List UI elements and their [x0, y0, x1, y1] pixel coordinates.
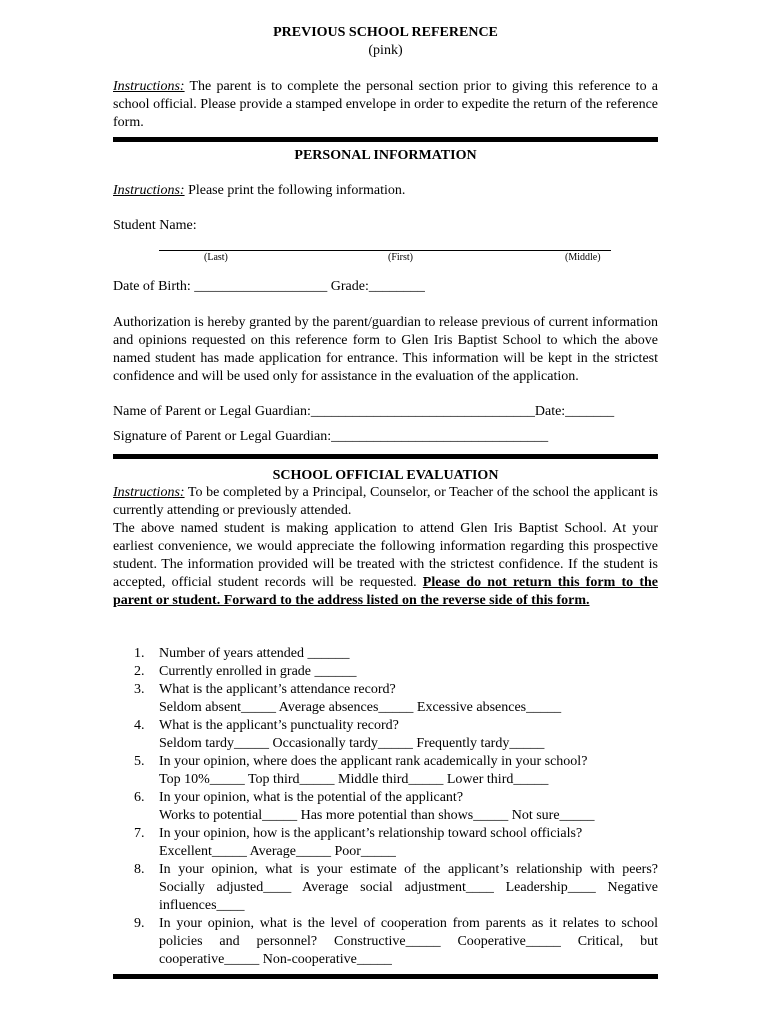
section-divider — [113, 137, 658, 142]
student-name-field[interactable] — [159, 250, 611, 251]
dob-grade-line[interactable]: Date of Birth: ___________________ Grade:________ — [113, 279, 425, 294]
personal-instructions-label: Instructions: — [113, 183, 185, 198]
question-number: 7. — [134, 826, 145, 841]
question-text: In your opinion, how is the applicant’s relationship toward school officials? — [159, 826, 583, 841]
personal-instructions — [113, 182, 658, 200]
question-options[interactable]: Excellent_____ Average_____ Poor_____ — [159, 844, 396, 859]
question-text: What is the applicant’s punctuality record? — [159, 718, 399, 733]
personal-instructions-text: Please print the following information. — [184, 183, 406, 198]
question-options[interactable]: Seldom absent_____ Average absences_____ Excessive absences_____ — [159, 700, 562, 715]
official-instructions — [113, 484, 658, 520]
question-item[interactable] — [113, 789, 658, 825]
question-text: Number of years attended ______ — [159, 646, 350, 661]
last-name-caption: (Last) — [204, 252, 228, 263]
official-body-text: The above named student is making application to attend Glen Iris Baptist School. At your earliest convenience, we would appreciate the following information regarding this prospective student. The information provided will be treated with the strictest confidence. If the student is accepted, official student records will be requested. — [113, 521, 658, 590]
question-text: In your opinion, what is your estimate of the applicant’s relationship with peers? Socially adjusted____ Average social adjustment____ Leadership____ Negative influences____ — [159, 862, 658, 913]
first-name-caption: (First) — [388, 252, 413, 263]
question-number: 9. — [134, 916, 145, 931]
section-divider — [113, 974, 658, 979]
question-item[interactable] — [113, 753, 658, 789]
question-item[interactable] — [113, 681, 658, 717]
question-number: 4. — [134, 718, 145, 733]
intro-instructions-label: Instructions: — [113, 79, 185, 94]
signature-line[interactable]: Signature of Parent or Legal Guardian:_______________________________ — [113, 429, 549, 444]
form-title: PREVIOUS SCHOOL REFERENCE — [273, 25, 498, 40]
official-instructions-label: Instructions: — [113, 485, 185, 500]
question-text: What is the applicant’s attendance record? — [159, 682, 396, 697]
school-official-heading: SCHOOL OFFICIAL EVALUATION — [272, 468, 499, 483]
question-number: 1. — [134, 646, 145, 661]
personal-info-heading: PERSONAL INFORMATION — [294, 148, 477, 163]
question-number: 2. — [134, 664, 145, 679]
question-text: Currently enrolled in grade ______ — [159, 664, 357, 679]
question-item[interactable] — [113, 825, 658, 861]
question-options[interactable]: Seldom tardy_____ Occasionally tardy_____ Frequently tardy_____ — [159, 736, 545, 751]
official-instructions-text: To be completed by a Principal, Counselor, or Teacher of the school the applicant is currently attending or previously attended. — [113, 485, 658, 518]
question-number: 8. — [134, 862, 145, 877]
question-list — [113, 645, 658, 969]
intro-instructions-text: The parent is to complete the personal section prior to giving this reference to a school official. Please provide a stamped envelope in order to expedite the return of the reference form. — [113, 79, 658, 130]
question-item[interactable] — [113, 645, 658, 663]
question-text: In your opinion, what is the potential of the applicant? — [159, 790, 464, 805]
question-item[interactable] — [113, 915, 658, 969]
section-divider — [113, 454, 658, 459]
official-bold-notice: Please do not return this form to the parent or student. Forward to the address listed on the reverse side of this form. — [113, 575, 659, 608]
question-number: 6. — [134, 790, 145, 805]
student-name-label: Student Name: — [113, 218, 197, 233]
question-number: 5. — [134, 754, 145, 769]
official-body — [113, 520, 658, 610]
form-subtitle: (pink) — [368, 43, 403, 58]
question-item[interactable] — [113, 861, 658, 915]
question-text: In your opinion, where does the applicant rank academically in your school? — [159, 754, 588, 769]
question-item[interactable] — [113, 717, 658, 753]
question-item[interactable] — [113, 663, 658, 681]
intro-instructions — [113, 78, 658, 132]
question-text: In your opinion, what is the level of cooperation from parents as it relates to school policies and personnel? Constructive_____ Cooperative_____ Critical, but cooperative_____ Non-cooperative_____ — [159, 916, 658, 967]
question-options[interactable]: Top 10%_____ Top third_____ Middle third_____ Lower third_____ — [159, 772, 549, 787]
middle-name-caption: (Middle) — [565, 252, 601, 263]
parent-name-line[interactable]: Name of Parent or Legal Guardian:________________________________Date:_______ — [113, 404, 615, 419]
authorization-paragraph: Authorization is hereby granted by the parent/guardian to release previous of current information and opinions requested on this reference form to Glen Iris Baptist School to which the above named student has made application for entrance. This information will be kept in the strictest confidence and will be used only for assistance in the evaluation of the application. — [113, 315, 658, 384]
question-number: 3. — [134, 682, 145, 697]
question-options[interactable]: Works to potential_____ Has more potential than shows_____ Not sure_____ — [159, 808, 595, 823]
